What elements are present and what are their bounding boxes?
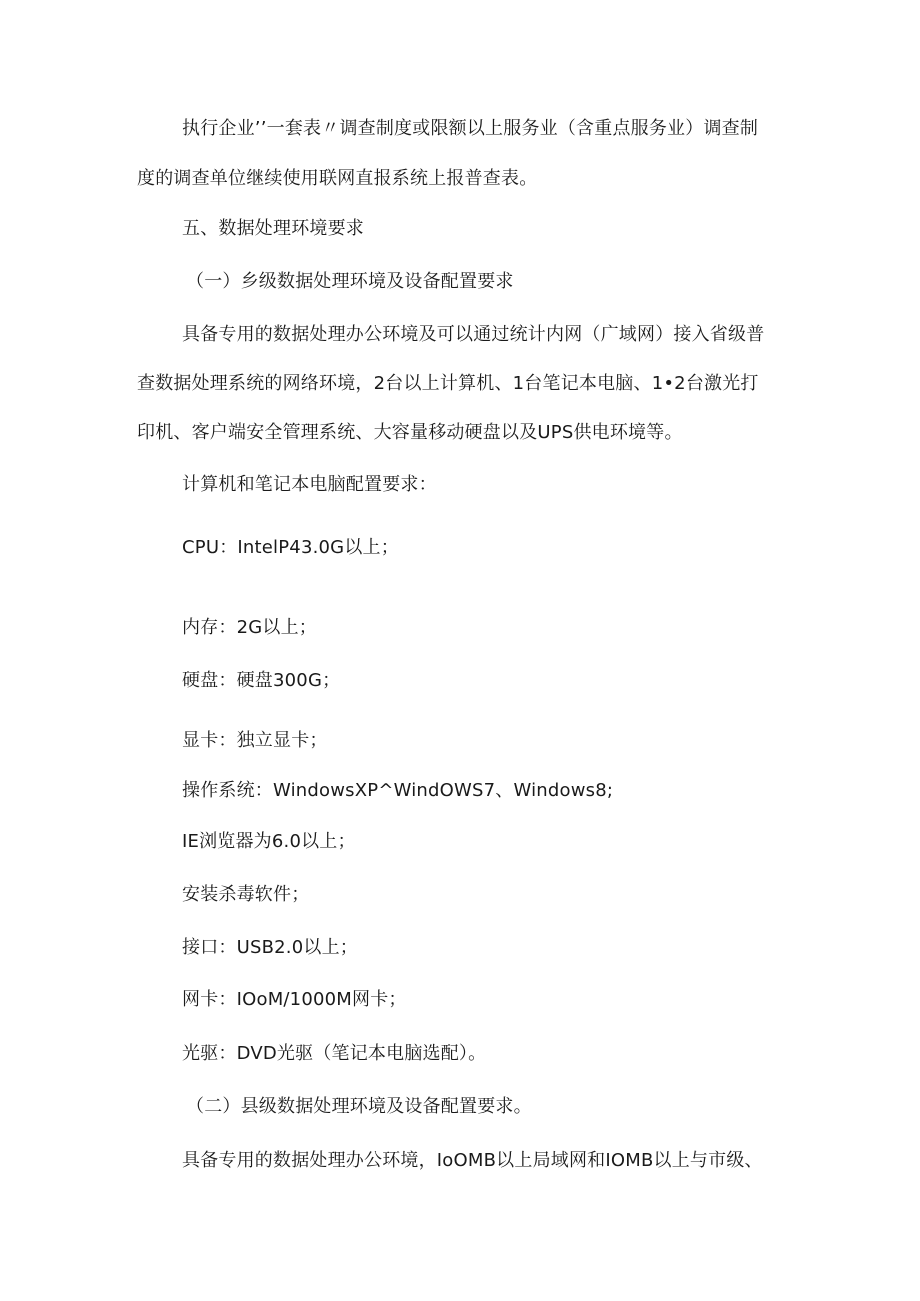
spec-gpu: 显卡：独立显卡；	[182, 730, 328, 751]
paragraph-1-line-2: 度的调查单位继续使用联网直报系统上报普查表。	[137, 168, 538, 189]
section-5-heading: 五、数据处理环境要求	[182, 218, 364, 239]
spec-cpu: CPU：IntelP43.0G以上；	[182, 537, 399, 558]
spec-optical: 光驱：DVD光驱（笔记本电脑选配）。	[182, 1043, 487, 1064]
paragraph-2-line-1: 具备专用的数据处理办公环境及可以通过统计内网（广域网）接入省级普	[182, 324, 765, 345]
spec-ie: IE浏览器为6.0以上；	[182, 831, 356, 852]
paragraph-1-line-1: 执行企业’’一套表〃调查制度或限额以上服务业（含重点服务业）调查制	[182, 118, 759, 139]
paragraph-2-line-3: 印机、客户端安全管理系统、大容量移动硬盘以及UPS供电环境等。	[137, 422, 683, 443]
spec-os: 操作系统：WindowsXP^WindOWS7、Windows8;	[182, 780, 614, 801]
paragraph-3-line-1: 具备专用的数据处理办公环境，IoOMB以上局域网和IOMB以上与市级、	[182, 1150, 763, 1171]
subsection-1-heading: （一）乡级数据处理环境及设备配置要求	[186, 271, 514, 292]
spec-disk: 硬盘：硬盘300G；	[182, 670, 341, 691]
spec-usb: 接口：USB2.0以上；	[182, 937, 358, 958]
subsection-2-heading: （二）县级数据处理环境及设备配置要求。	[186, 1096, 532, 1117]
spec-memory: 内存：2G以上；	[182, 617, 317, 638]
paragraph-2-line-2: 查数据处理系统的网络环境，2台以上计算机、1台笔记本电脑、1•2台激光打	[137, 373, 759, 394]
spec-nic: 网卡：IOoM/1000M网卡；	[182, 989, 407, 1010]
spec-antivirus: 安装杀毒软件；	[182, 884, 310, 905]
config-intro: 计算机和笔记本电脑配置要求：	[182, 474, 437, 495]
